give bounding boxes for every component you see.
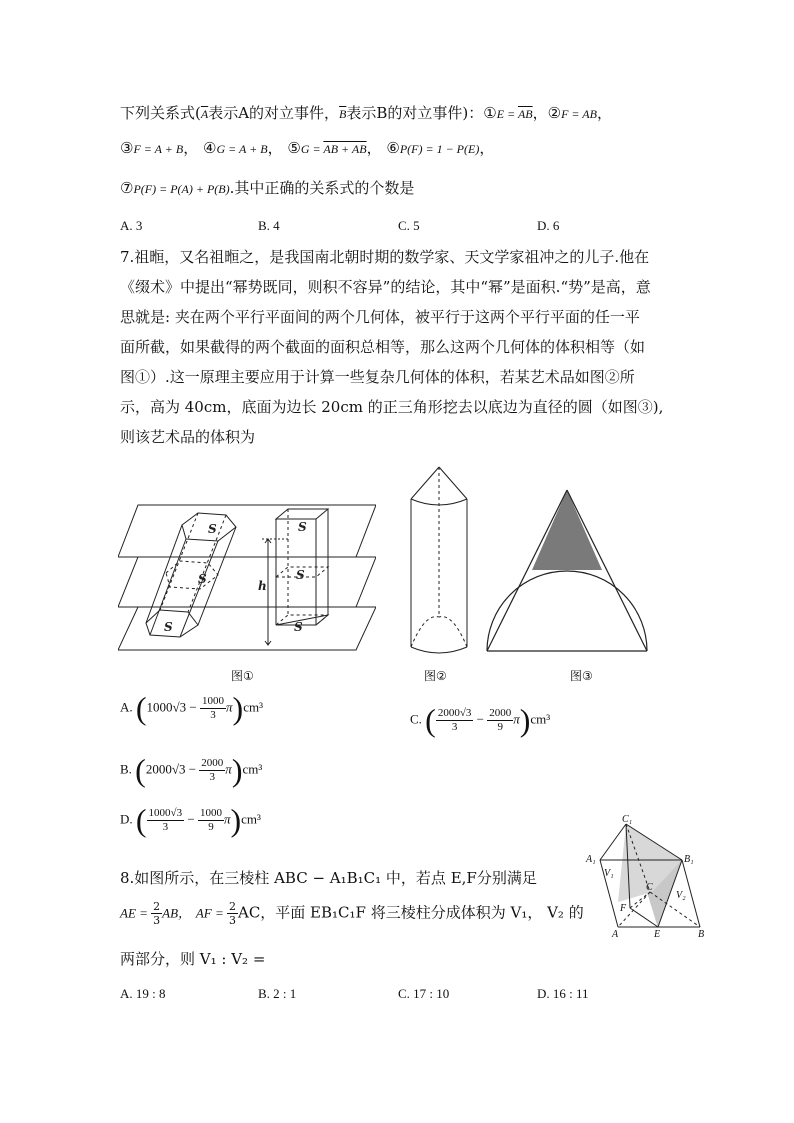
pi: π xyxy=(223,811,231,827)
q8-line1: 8.如图所示，在三棱柱 ABC − A₁B₁C₁ 中，若点 E,F分别满足 xyxy=(120,869,537,887)
vector-ae: AE = xyxy=(120,905,152,921)
numerator: 1000√3 xyxy=(148,807,183,819)
q7-line: 面所截，如果截得的两个截面的面积总相等，那么这两个几何体的体积相等（如 xyxy=(120,338,646,356)
q7-line: 图①）.这一原理主要应用于计算一些复杂几何体的体积，若某艺术品如图②所 xyxy=(120,368,635,386)
relation-1: E = xyxy=(496,107,518,121)
label-e: E xyxy=(654,929,661,940)
relation-1-bar: $\overline{AB}$ xyxy=(517,107,533,121)
label-h: h xyxy=(258,579,267,593)
figure-q8-prism xyxy=(584,812,714,942)
q6-question-tail: .其中正确的关系式的个数是 xyxy=(229,179,415,197)
comma: ， xyxy=(596,104,612,122)
label-v1: V₁ xyxy=(604,868,614,879)
fraction xyxy=(436,707,474,734)
event-a-complement: $\overline{A}$ xyxy=(200,107,209,121)
label-s: S xyxy=(298,520,307,534)
numerator: 1000 xyxy=(202,695,225,707)
q6-line3 xyxy=(120,178,414,199)
event-b-complement: $\overline{B}$ xyxy=(339,107,347,121)
relation-7: P(F) = P(A) + P(B) xyxy=(133,182,230,196)
label-c: C xyxy=(646,882,653,893)
unit: cm³ xyxy=(241,811,261,827)
q8-option-a[interactable]: A. 19 : 8 xyxy=(120,986,166,1001)
circled-6: ⑥ xyxy=(386,139,400,157)
q7-option-d[interactable]: D. ( $\frac{1000√3}{3}$ − $\frac{1000}{9}$ π)cm³ xyxy=(120,802,261,838)
fraction xyxy=(200,695,226,722)
relation-5: G = xyxy=(300,142,324,156)
q6-option-b[interactable]: B. 4 xyxy=(258,218,280,233)
label-s: S xyxy=(296,568,305,582)
denominator: 9 xyxy=(208,821,214,833)
option-expr: 1000√3 − xyxy=(146,699,197,715)
comma: ， xyxy=(183,139,199,157)
q8-line3: 两部分，则 V₁ : V₂ = xyxy=(120,950,266,968)
fraction xyxy=(147,807,185,834)
q7-line: 思就是: 夹在两个平行平面间的两个几何体，被平行于这两个平行平面的任一平 xyxy=(120,308,640,326)
q6-line1 xyxy=(120,103,612,124)
label-v2: V₂ xyxy=(676,890,686,901)
denominator: 3 xyxy=(228,914,236,927)
circled-3: ③ xyxy=(120,139,134,157)
q6-text: 下列关系式( xyxy=(120,104,201,122)
q6-text: 表示A的对立事件， xyxy=(208,104,340,122)
comma: ， xyxy=(532,104,548,122)
q8-plane-text: AC，平面 EB₁C₁F 将三棱柱分成体积为 V₁， V₂ 的 xyxy=(237,903,584,922)
relation-6: P(F) = 1 − P(E) xyxy=(399,142,480,156)
unit: cm³ xyxy=(242,761,263,777)
q7-option-c[interactable]: C. ( $\frac{2000√3}{3}$ − $\frac{2000}{9}$ π)cm³ xyxy=(410,702,551,738)
denominator: 3 xyxy=(451,721,458,733)
numerator: 2 xyxy=(228,900,236,913)
figure-2-caption: 图② xyxy=(424,669,447,683)
fraction xyxy=(151,900,162,927)
q6-option-d[interactable]: D. 6 xyxy=(537,218,560,233)
comma: ， xyxy=(366,139,382,157)
comma: ， xyxy=(267,139,283,157)
label-c1: C₁ xyxy=(622,814,633,825)
q7-line: 示，高为 40cm，底面为边长 20cm 的正三角形挖去以底边为直径的圆（如图③), xyxy=(120,398,664,416)
q7-option-a[interactable]: A. (1000√3 − $\frac{1000}{3}$ π)cm³ xyxy=(120,690,263,726)
option-letter: D. xyxy=(120,811,133,827)
q6-line2 xyxy=(120,138,494,159)
fraction xyxy=(198,807,224,834)
label-s: S xyxy=(294,620,303,634)
pi: π xyxy=(226,699,233,715)
option-letter: A. xyxy=(120,699,133,715)
fraction xyxy=(487,707,513,734)
label-f: F xyxy=(620,903,627,914)
minus: − xyxy=(476,711,484,727)
relation-4: G = A + B xyxy=(216,142,268,156)
numerator: 1000 xyxy=(199,807,222,819)
q6-option-a[interactable]: A. 3 xyxy=(120,218,143,233)
q8-line2 xyxy=(120,900,584,927)
plane-top xyxy=(118,505,376,557)
q6-text: 表示B的对立事件)： xyxy=(346,104,484,122)
q7-line: 7.祖暅，又名祖暅之，是我国南北朝时期的数学家、天文学家祖冲之的儿子.他在 xyxy=(120,248,650,266)
q8-option-c[interactable]: C. 17 : 10 xyxy=(398,986,450,1001)
unit: cm³ xyxy=(530,711,551,727)
q7-line: 《缀术》中提出“幂势既同，则积不容异”的结论，其中“幂”是面积.“势”是高，意 xyxy=(120,278,651,296)
vector-ab: AB， xyxy=(162,905,192,921)
circled-7: ⑦ xyxy=(120,179,134,197)
fraction xyxy=(227,900,238,927)
q7-stem xyxy=(120,242,680,452)
figure-1-parallel-planes xyxy=(118,495,376,655)
comma: ， xyxy=(479,139,495,157)
fraction xyxy=(199,757,225,784)
label-a1: A₁ xyxy=(586,854,596,865)
circled-5: ⑤ xyxy=(287,139,301,157)
label-b1: B₁ xyxy=(684,854,694,865)
q7-option-b[interactable]: B. (2000√3 − $\frac{2000}{3}$ π)cm³ xyxy=(120,752,263,788)
circled-2: ② xyxy=(547,104,562,122)
relation-2: F = AB xyxy=(561,107,597,121)
pi: π xyxy=(225,761,232,777)
numerator: 2000 xyxy=(489,707,512,719)
figure-3-cross-section xyxy=(485,488,649,654)
denominator: 3 xyxy=(153,914,161,927)
denominator: 3 xyxy=(162,821,169,833)
pi: π xyxy=(513,711,520,727)
minus: − xyxy=(187,811,195,827)
circled-1: ① xyxy=(483,104,497,122)
option-letter: C. xyxy=(410,711,422,727)
q8-option-d[interactable]: D. 16 : 11 xyxy=(537,986,589,1001)
q8-option-b[interactable]: B. 2 : 1 xyxy=(258,986,297,1001)
numerator: 2000√3 xyxy=(437,707,472,719)
label-s: S xyxy=(198,572,207,586)
vector-af: AF = xyxy=(195,905,227,921)
option-letter: B. xyxy=(120,761,132,777)
figure-1-caption: 图① xyxy=(231,669,254,683)
option-expr: 2000√3 − xyxy=(145,761,197,777)
denominator: 3 xyxy=(210,709,216,721)
q7-line: 则该艺术品的体积为 xyxy=(120,428,256,446)
unit: cm³ xyxy=(243,699,263,715)
label-s: S xyxy=(208,522,217,536)
relation-3: F = A + B xyxy=(133,142,184,156)
circled-4: ④ xyxy=(203,139,217,157)
label-b: B xyxy=(698,929,705,940)
denominator: 9 xyxy=(497,721,503,733)
label-a: A xyxy=(612,929,619,940)
plane-middle xyxy=(118,557,376,607)
figure-3-caption: 图③ xyxy=(570,669,593,683)
denominator: 3 xyxy=(209,771,216,783)
q6-option-c[interactable]: C. 5 xyxy=(398,218,420,233)
numerator: 2 xyxy=(153,900,161,913)
numerator: 2000 xyxy=(201,757,224,769)
figure-2-art-piece xyxy=(405,465,473,655)
relation-5-bar: AB + AB xyxy=(323,142,367,156)
label-s: S xyxy=(164,620,173,634)
